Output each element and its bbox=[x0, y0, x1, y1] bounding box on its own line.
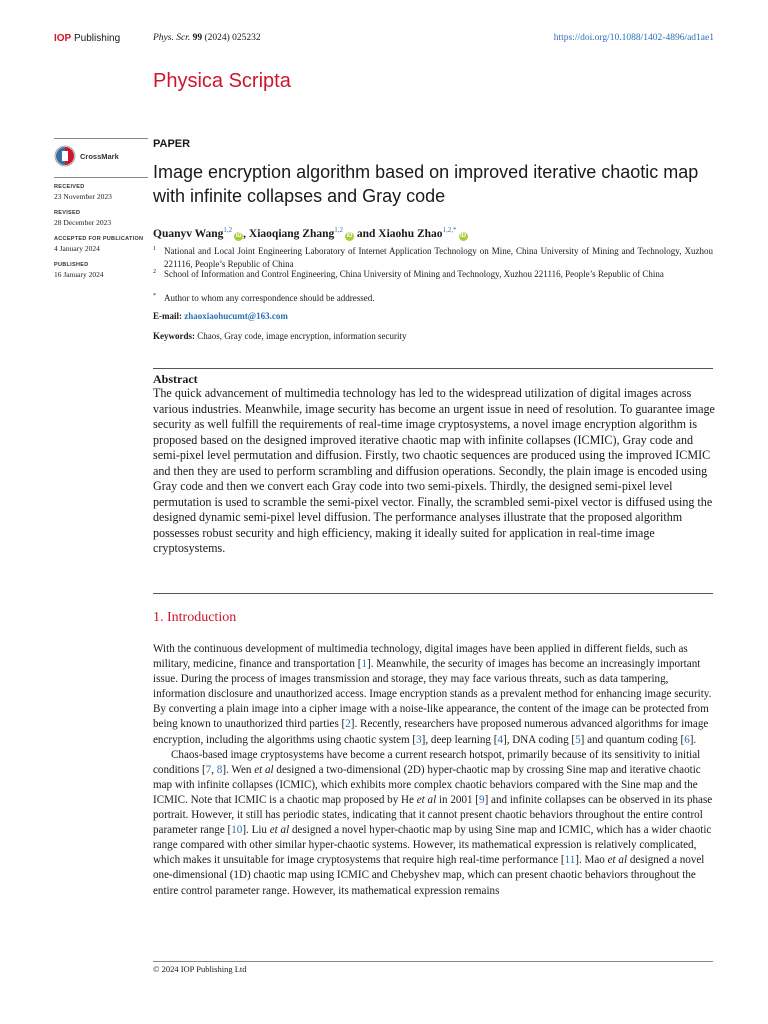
author-affil-sup: 1,2,* bbox=[442, 226, 457, 234]
reference-link[interactable]: 2 bbox=[345, 718, 351, 731]
citation-line bbox=[153, 33, 261, 43]
orcid-icon[interactable]: iD bbox=[235, 232, 242, 239]
body-text: , bbox=[211, 763, 217, 776]
affiliation bbox=[153, 268, 713, 281]
affiliation-text: School of Information and Control Engineering, China University of Mining and Technology, Xuzhou 221116, People’s Republic of China bbox=[164, 269, 664, 279]
crossmark-label: CrossMark bbox=[80, 151, 119, 161]
body-text: ], DNA coding [ bbox=[503, 733, 576, 746]
body-text: ]. bbox=[689, 733, 697, 746]
abstract-heading: Abstract bbox=[153, 372, 198, 386]
italic-text: et al bbox=[269, 824, 290, 837]
body-text: in 2001 [ bbox=[436, 793, 480, 806]
author-name[interactable]: Quanyv Wang bbox=[153, 227, 224, 240]
divider bbox=[54, 177, 148, 178]
divider bbox=[54, 138, 148, 139]
body-text: With the continuous development of multimedia technology, digital images have been applied in different fields, such as military, medicine, finance and transportation [ bbox=[153, 643, 688, 671]
date-value-accepted: 4 January 2024 bbox=[54, 244, 100, 253]
email-label: E-mail: bbox=[153, 311, 182, 321]
author-name[interactable]: Xiaohu Zhao bbox=[378, 227, 443, 240]
abstract-text: The quick advancement of multimedia technology has led to the widespread utilization of digital images across various industries. Meanwhile, image security has become an urgent issue in need of resolution. To guarantee image security as well fulfill the requirements of real-time image cryptosystems, a novel image encryption algorithm is proposed based on the designed improved iterative chaotic map with infinite collapses (ICMIC), Gray code and semi-pixel level permutation and diffusion. Firstly, two chaotic sequences are produced using the improved ICMIC and then they are used to perform scrambling and diffusion operations. Secondly, the plain image is encoded using Gray code and then we convert each Gray code into two semi-pixels. Thirdly, the designed semi-pixel level permutation is used to scramble the semi-pixel vector. Finally, the scrambled semi-pixel vector is diffused using the designed dynamic semi-pixel level diffusion. The performance analyses illustrate that the proposed algorithm possesses robust security and high efficiency, making it ideally suited for application in real-time image cryptosystems. bbox=[153, 386, 715, 555]
email-link[interactable]: zhaoxiaohucumt@163.com bbox=[184, 311, 288, 321]
publishing-word: Publishing bbox=[74, 33, 121, 44]
author-name[interactable]: Xiaoqiang Zhang bbox=[248, 227, 335, 240]
reference-link[interactable]: 9 bbox=[479, 793, 485, 806]
section-heading: 1. Introduction bbox=[153, 610, 237, 625]
author-affil-sup: 1,2 bbox=[334, 226, 343, 234]
orcid-icon[interactable]: iD bbox=[460, 232, 467, 239]
page-title: Image encryption algorithm based on improved iterative chaotic map with infinite collapses and Gray code bbox=[153, 162, 699, 206]
italic-text: et al bbox=[416, 793, 437, 806]
author-separator: , bbox=[243, 227, 249, 240]
paragraph bbox=[153, 748, 715, 899]
reference-link[interactable]: 3 bbox=[416, 733, 422, 746]
body-text: ]. Mao bbox=[575, 854, 608, 867]
keywords-label: Keywords: bbox=[153, 331, 195, 341]
italic-text: et al bbox=[607, 854, 628, 867]
body-text: ], deep learning [ bbox=[421, 733, 498, 746]
body-text: ]. Recently, researchers have proposed numerous advanced algorithms for image encryption, including the algorithms using chaotic system [ bbox=[153, 718, 709, 746]
body-text: designed a novel hyper-chaotic map by using Sine map and ICMIC, which has a wider chaotic range compared with other similar hyper-chaotic systems. However, its mathematical expression is relatively complicated, which makes it unsuitable for image cryptosystems that require high real-time performance [ bbox=[153, 824, 712, 867]
date-label-received: RECEIVED bbox=[54, 184, 85, 190]
doi-link[interactable]: https://doi.org/10.1088/1402-4896/ad1ae1 bbox=[553, 33, 714, 43]
iop-publishing-logo bbox=[54, 33, 120, 44]
body-text: designed a two-dimensional (2D) hyper-chaotic map by crossing Sine map and iterative chaotic map with infinite collapses (ICMIC), which exhibits more complex chaotic behaviors compared with the Sine map and the ICMIC. Note that ICMIC is a chaotic map proposed by He bbox=[153, 763, 701, 806]
body-text: ]. Meanwhile, the security of images has become an increasingly important issue. During the process of images transmission and storage, they may face various threats, such as data tampering, information disclosure and unauthorized access. Image encryption stands as a prevalent method for enhancing image security. By converting a plain image into a cipher image with a noise-like appearance, the content of the image can be protected from being known to unauthorized third parties [ bbox=[153, 658, 712, 731]
affiliation-text: Author to whom any correspondence should be addressed. bbox=[164, 293, 375, 303]
reference-link[interactable]: 8 bbox=[216, 763, 223, 776]
date-label-published: PUBLISHED bbox=[54, 262, 89, 268]
body-text: ] and quantum coding [ bbox=[580, 733, 685, 746]
divider bbox=[153, 368, 713, 369]
affiliation bbox=[153, 292, 713, 305]
keywords-line bbox=[153, 331, 406, 341]
divider bbox=[153, 593, 713, 594]
affiliation-number: * bbox=[153, 293, 156, 299]
reference-link[interactable]: 1 bbox=[361, 658, 367, 671]
crossmark-button[interactable] bbox=[54, 145, 148, 167]
orcid-icon[interactable]: iD bbox=[346, 232, 353, 239]
italic-text: et al bbox=[254, 763, 274, 776]
reference-link[interactable]: 11 bbox=[564, 854, 576, 867]
date-label-revised: REVISED bbox=[54, 210, 81, 216]
reference-link[interactable]: 6 bbox=[684, 733, 690, 746]
body-text: Chaos-based image cryptosystems have become a current research hotspot, primarily because of its sensitivity to initial conditions [ bbox=[153, 748, 701, 776]
author-affil-sup: 1,2 bbox=[223, 226, 233, 234]
affiliation-number: 2 bbox=[153, 269, 156, 275]
email-line bbox=[153, 311, 288, 321]
year-issue: (2024) 025232 bbox=[204, 33, 261, 43]
reference-link[interactable]: 10 bbox=[231, 824, 243, 837]
reference-link[interactable]: 5 bbox=[575, 733, 581, 746]
paragraph bbox=[153, 642, 715, 748]
divider bbox=[153, 961, 713, 962]
iop-mark: IOP bbox=[54, 33, 72, 44]
date-value-published: 16 January 2024 bbox=[54, 270, 104, 279]
reference-link[interactable]: 7 bbox=[205, 763, 212, 776]
reference-link[interactable]: 4 bbox=[497, 733, 503, 746]
body-text: ]. Wen bbox=[222, 763, 255, 776]
author-list bbox=[153, 226, 468, 241]
introduction-body bbox=[153, 642, 715, 899]
date-label-accepted: ACCEPTED FOR PUBLICATION bbox=[54, 236, 144, 242]
body-text: ] and infinite collapses can be observed in its phase portrait. However, it still has periodic states, indicating that it cannot present chaotic behaviors throughout the entire control parameter range [ bbox=[153, 793, 713, 837]
date-value-received: 23 November 2023 bbox=[54, 192, 112, 201]
journal-title[interactable]: Physica Scripta bbox=[153, 70, 291, 92]
article-type: PAPER bbox=[153, 138, 191, 150]
crossmark-icon bbox=[54, 145, 76, 167]
author-and: and bbox=[354, 227, 379, 240]
date-value-revised: 28 December 2023 bbox=[54, 218, 112, 227]
affiliation-text: National and Local Joint Engineering Laboratory of Internet Application Technology on Mine, China University of Mining and Technology, Xuzhou 221116, People’s Republic of China bbox=[164, 246, 713, 269]
journal-abbrev: Phys. Scr. bbox=[153, 33, 191, 43]
affiliation-number: 1 bbox=[153, 246, 156, 252]
body-text: ]. Liu bbox=[242, 824, 270, 837]
keywords-text: Chaos, Gray code, image encryption, information security bbox=[197, 331, 407, 341]
volume: 99 bbox=[192, 33, 203, 43]
body-text: designed a novel one-dimensional (1D) chaotic map using ICMIC and Chebyshev map, which can present chaotic behaviors throughout the entire control parameter range. However, its mathematical expression remains bbox=[153, 854, 705, 897]
copyright-footer: © 2024 IOP Publishing Ltd bbox=[153, 964, 247, 974]
